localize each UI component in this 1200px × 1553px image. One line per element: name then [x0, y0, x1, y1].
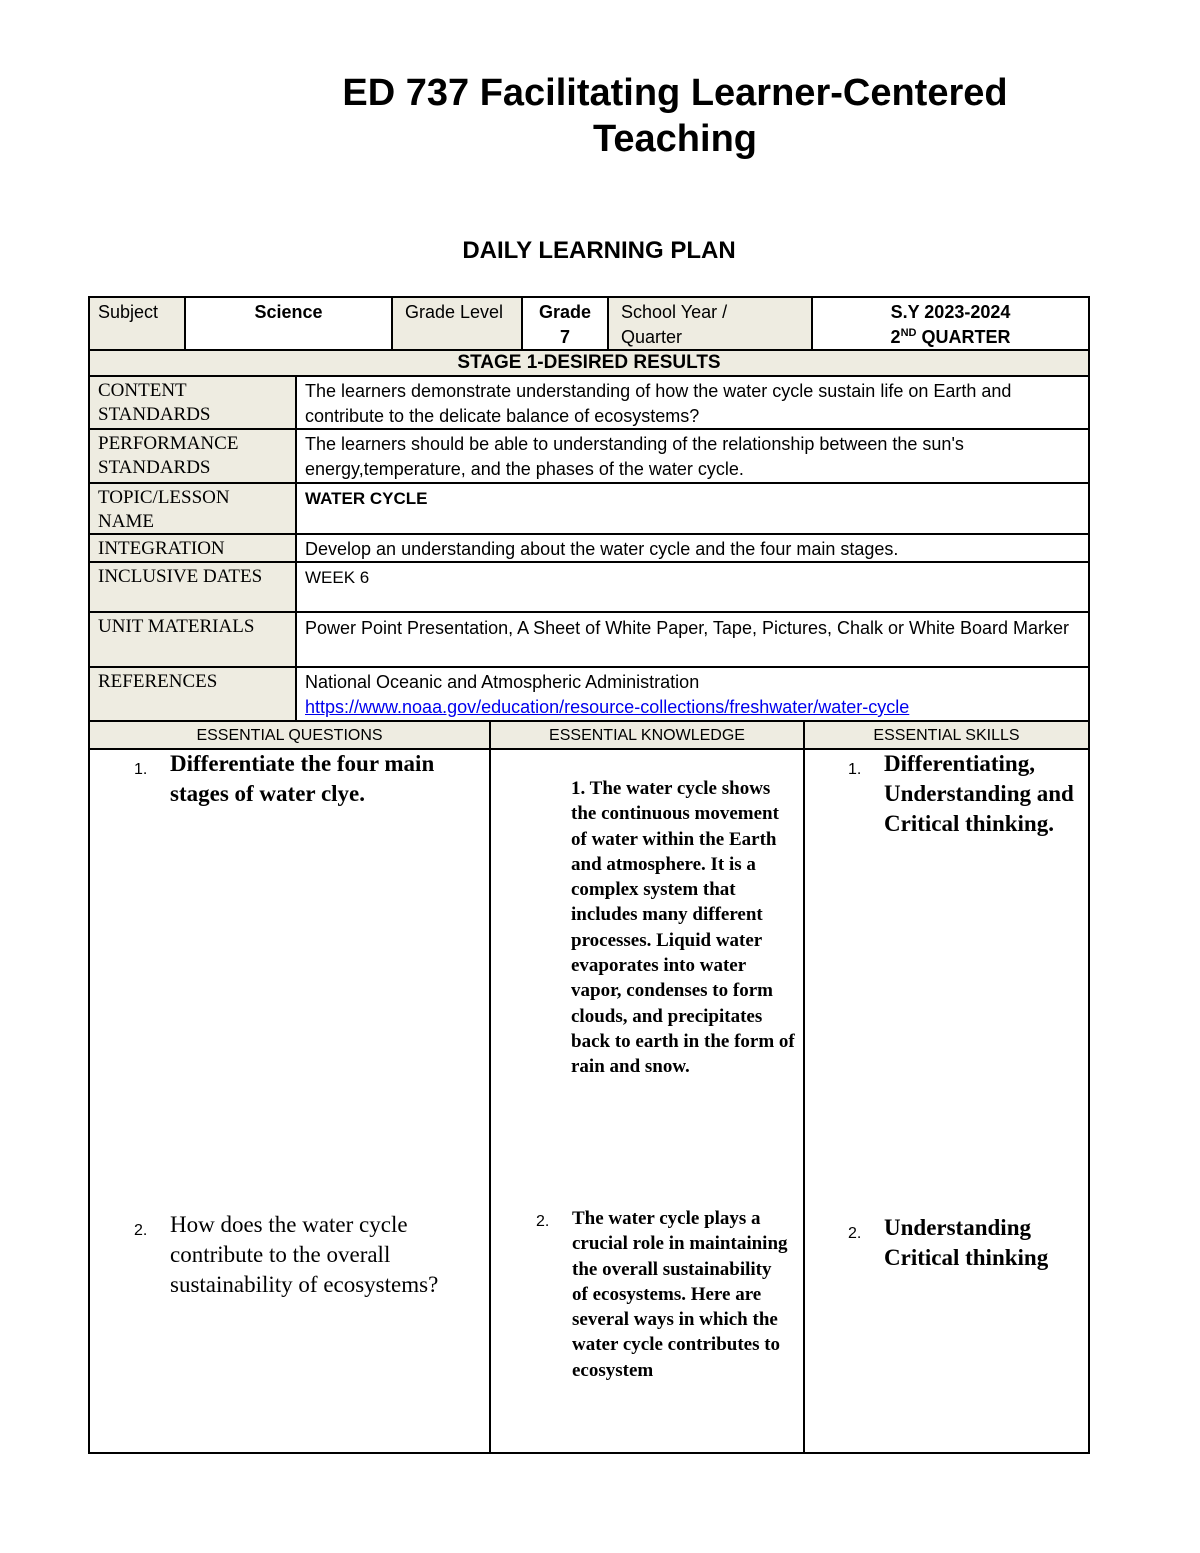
quarter-value [813, 325, 1088, 350]
references-label-cell [88, 666, 297, 722]
inclusive-dates-label-cell [88, 561, 297, 613]
question-1-text: Differentiate the four main stages of water clye. [170, 751, 435, 806]
grade-value-line-1: Grade [538, 302, 592, 322]
school-year-label-cell [607, 296, 813, 351]
inclusive-dates-value-cell [295, 561, 1090, 613]
integration-value-cell [295, 533, 1090, 563]
inclusive-dates-label: INCLUSIVE DATES [98, 566, 263, 587]
skill-1 [848, 749, 1084, 839]
performance-standards-value: The learners should be able to understanding of the relationship between the sun's energy,temperature, and the phases of the water cycle. [305, 434, 964, 479]
subject-label: Subject [98, 302, 159, 322]
subject-value: Science [254, 302, 323, 322]
skill-2-line-2: Critical thinking [884, 1245, 1049, 1270]
essential-skills-column [803, 748, 1090, 1454]
quarter-superscript: ND [900, 327, 917, 339]
question-2-number: 2. [134, 1222, 148, 1239]
performance-standards-value-cell [295, 428, 1090, 484]
references-label: REFERENCES [98, 671, 218, 692]
question-2 [134, 1210, 495, 1300]
integration-label-cell [88, 533, 297, 563]
performance-standards-label: PERFORMANCE STANDARDS [98, 433, 239, 478]
knowledge-2-text: The water cycle plays a crucial role in maintaining the overall sustainability of ecosystems. Here are several ways in which the water cycle contributes to ecosystem [572, 1208, 788, 1381]
grade-value-line-2: 7 [559, 327, 570, 347]
references-link[interactable]: https://www.noaa.gov/education/resource-collections/freshwater/water-cycle [305, 697, 910, 717]
knowledge-2 [536, 1206, 792, 1383]
document-title [0, 70, 1200, 162]
subject-label-cell [88, 296, 186, 351]
references-value: National Oceanic and Atmospheric Administration [305, 672, 700, 692]
references-value-cell [295, 666, 1090, 722]
title-line-2: Teaching [593, 118, 757, 160]
quarter-word: QUARTER [916, 327, 1011, 347]
grade-value-cell [521, 296, 609, 351]
grade-label-cell [391, 296, 523, 351]
essential-questions-column [88, 748, 491, 1454]
essential-skills-header: ESSENTIAL SKILLS [803, 720, 1090, 750]
stage-1-title: STAGE 1-DESIRED RESULTS [88, 349, 1090, 377]
school-year-label-line-1: School Year / [621, 302, 728, 322]
content-standards-label: CONTENT STANDARDS [98, 380, 211, 425]
integration-label: INTEGRATION [98, 538, 225, 559]
knowledge-1-text: 1. The water cycle shows the continuous movement of water within the Earth and atmosphere. It is a complex system that includes many different processes. Liquid water evaporates into water vapor, condenses to form clouds, and precipitates back to earth in the form of rain and snow. [571, 778, 795, 1078]
essential-knowledge-header: ESSENTIAL KNOWLEDGE [489, 720, 805, 750]
title-line-1: ED 737 Facilitating Learner-Centered [342, 72, 1008, 114]
question-1 [134, 749, 490, 809]
topic-lesson-value-cell [295, 482, 1090, 535]
school-year-label-line-2: Quarter [621, 327, 683, 347]
skill-1-text: Differentiating, Understanding and Critical thinking. [884, 751, 1074, 836]
skill-1-number: 1. [848, 761, 862, 778]
unit-materials-label-cell [88, 611, 297, 668]
content-standards-value-cell [295, 375, 1090, 430]
knowledge-2-number: 2. [536, 1213, 550, 1230]
content-standards-value: The learners demonstrate understanding of how the water cycle sustain life on Earth and contribute to the delicate balance of ecosystems? [305, 381, 1012, 426]
quarter-number: 2 [890, 327, 901, 347]
unit-materials-value-cell [295, 611, 1090, 668]
school-year-value-cell [811, 296, 1090, 351]
topic-lesson-label-cell [88, 482, 297, 535]
plan-subtitle: DAILY LEARNING PLAN [462, 237, 736, 264]
school-year-value: S.Y 2023-2024 [890, 302, 1011, 322]
essential-questions-header: ESSENTIAL QUESTIONS [88, 720, 491, 750]
question-1-number: 1. [134, 761, 148, 778]
skill-2-line-1: Understanding [884, 1215, 1031, 1240]
integration-value: Develop an understanding about the water cycle and the four main stages. [305, 539, 899, 559]
unit-materials-value: Power Point Presentation, A Sheet of White Paper, Tape, Pictures, Chalk or White Board Marker [305, 618, 1070, 638]
topic-lesson-label: TOPIC/LESSON NAME [98, 487, 230, 532]
unit-materials-label: UNIT MATERIALS [98, 616, 255, 637]
knowledge-1 [571, 776, 799, 1080]
topic-lesson-value: WATER CYCLE [305, 489, 428, 508]
inclusive-dates-value: WEEK 6 [305, 568, 370, 587]
grade-label: Grade Level [405, 302, 504, 322]
performance-standards-label-cell [88, 428, 297, 484]
skill-2 [848, 1213, 1084, 1273]
skill-2-number: 2. [848, 1225, 862, 1242]
content-standards-label-cell [88, 375, 297, 430]
question-2-text: How does the water cycle contribute to the overall sustainability of ecosystems? [170, 1212, 439, 1297]
subject-value-cell [184, 296, 393, 351]
